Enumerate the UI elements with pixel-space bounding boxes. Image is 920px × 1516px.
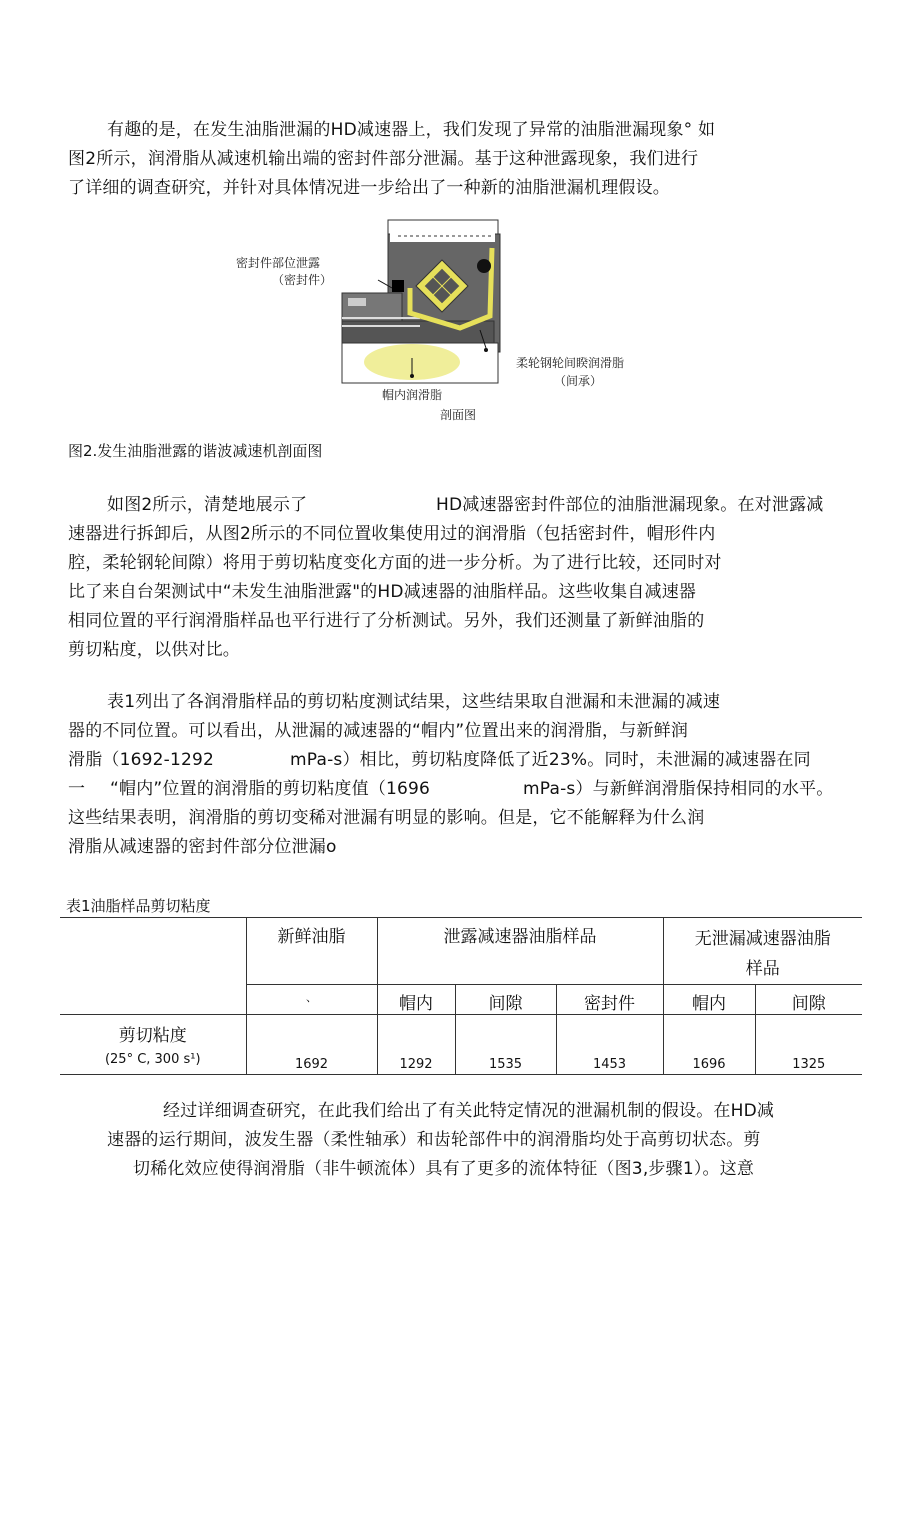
reducer-cross-section-diagram: [230, 218, 690, 428]
para3-line6: 滑脂从减速器的密封件部分位泄漏o: [68, 837, 337, 857]
para3-line4a: 一: [68, 779, 86, 799]
row-label: [60, 1015, 246, 1075]
value-fresh: 1692: [246, 1015, 377, 1075]
header-fresh: 新鲜油脂: [246, 918, 377, 985]
value-leak-gap: 1535: [455, 1015, 556, 1075]
label-seal-sub: （密封件）: [272, 273, 333, 287]
sub-noleak-cap: 帽内: [663, 985, 755, 1015]
para2-line6: 剪切粘度，以供对比。: [68, 640, 240, 660]
row-label-line1: 剪切粘度: [118, 1026, 187, 1046]
row-label-line2: (25° C, 300 s¹): [104, 1052, 201, 1067]
para3-line4b: “帽内”位置的润滑脂的剪切粘度值（1696: [110, 779, 431, 799]
sub-leak-seal: 密封件: [556, 985, 663, 1015]
para3-line2: 器的不同位置。可以看出，从泄漏的减速器的“帽内”位置出来的润滑脂，与新鲜润: [68, 721, 689, 741]
para3-line3b: mPa-s）相比，剪切粘度降低了近23%。同时，未泄漏的减速器在同: [290, 750, 811, 770]
para2-line5: 相同位置的平行润滑脂样品也平行进行了分析测试。另外，我们还测量了新鲜油脂的: [68, 611, 705, 631]
label-cap-grease: 帽内润滑脂: [382, 388, 443, 402]
value-leak-cap: 1292: [377, 1015, 455, 1075]
value-leak-seal: 1453: [556, 1015, 663, 1075]
para2-line2: 速器进行拆卸后，从图2所示的不同位置收集使用过的润滑脂（包括密封件，帽形件内: [68, 524, 716, 544]
para3-line5: 这些结果表明，润滑脂的剪切变稀对泄漏有明显的影响。但是，它不能解释为什么润: [68, 808, 705, 828]
value-noleak-cap: 1696: [663, 1015, 755, 1075]
value-noleak-gap: 1325: [755, 1015, 862, 1075]
label-flex-grease: 柔轮钢轮间睽润滑脂: [516, 356, 625, 370]
figure-2: [230, 218, 690, 428]
viscosity-table: [60, 917, 862, 1075]
sub-fresh: 、: [246, 985, 377, 1015]
sub-leak-cap: 帽内: [377, 985, 455, 1015]
para2-line4: 比了来自台架测试中“未发生油脂泄露"的HD减速器的油脂样品。这些收集自减速器: [68, 582, 697, 602]
label-section: 剖面图: [440, 408, 477, 422]
para3-line1: 表1列出了各润滑脂样品的剪切粘度测试结果，这些结果取自泄漏和未泄漏的减速: [107, 692, 721, 712]
para4-line1: 经过详细调查研究，在此我们给出了有关此特定情况的泄漏机制的假设。在HD减: [163, 1101, 775, 1121]
figure-caption: 图2.发生油脂泄露的谐波减速机剖面图: [68, 442, 323, 460]
para3-line4c: mPa-s）与新鲜润滑脂保持相同的水平。: [523, 779, 834, 799]
para1-line1: 有趣的是，在发生油脂泄漏的HD减速器上，我们发现了异常的油脂泄漏现象° 如: [107, 120, 716, 140]
sub-noleak-gap: 间隙: [755, 985, 862, 1015]
header-noleak: [663, 918, 862, 985]
table-caption: 表1油脂样品剪切粘度: [66, 897, 211, 915]
sub-leak-gap: 间隙: [455, 985, 556, 1015]
para2-line1b: HD减速器密封件部位的油脂泄漏现象。在对泄露减: [436, 495, 824, 515]
label-flex-sub: （间承）: [554, 374, 603, 388]
para2-line1a: 如图2所示，清楚地展示了: [107, 495, 308, 515]
para1-line3: 了详细的调查研究，并针对具体情况进一步给出了一种新的油脂泄漏机理假设。: [68, 178, 670, 198]
header-noleak-line2: 样品: [745, 959, 780, 979]
header-noleak-line1: 无泄漏减速器油脂: [694, 929, 831, 949]
para2-line3: 腔，柔轮钢轮间隙）将用于剪切粘度变化方面的进一步分析。为了进行比较，还同时对: [68, 553, 722, 573]
para1-line2: 图2所示，润滑脂从减速机输出端的密封件部分泄漏。基于这种泄露现象，我们进行: [68, 149, 699, 169]
para4-line2: 速器的运行期间，波发生器（柔性轴承）和齿轮部件中的润滑脂均处于高剪切状态。剪: [107, 1130, 761, 1150]
label-seal-leak: 密封件部位泄露: [236, 256, 321, 270]
para3-line3a: 滑脂（1692-1292: [68, 750, 215, 770]
para4-line3: 切稀化效应使得润滑脂（非牛顿流体）具有了更多的流体特征（图3,步骤1）。这意: [133, 1159, 755, 1179]
header-leak: 泄露减速器油脂样品: [377, 918, 663, 985]
